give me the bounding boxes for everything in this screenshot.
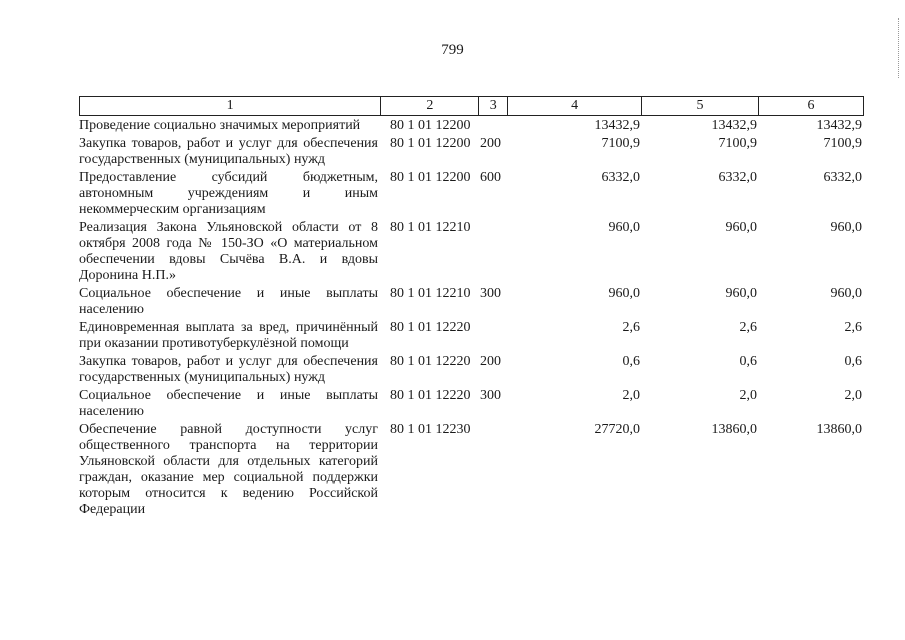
header-col-1: 1 bbox=[80, 97, 381, 115]
row-value-6: 2,0 bbox=[844, 388, 862, 403]
row-value-5: 960,0 bbox=[725, 286, 757, 301]
row-type: 200 bbox=[480, 354, 501, 369]
row-code: 80 1 01 12200 bbox=[390, 118, 471, 133]
table-row bbox=[79, 220, 864, 284]
row-code: 80 1 01 12220 bbox=[390, 354, 471, 369]
row-name: Закупка товаров, работ и услуг для обеспечения государственных (муниципальных) нужд bbox=[79, 136, 378, 167]
row-name: Реализация Закона Ульяновской области от 8 октября 2008 года № 150-ЗО «О материальном обеспечении вдовы Сычёва В.А. и вдовы Доронина Н.П.» bbox=[79, 220, 378, 283]
row-value-4: 13432,9 bbox=[594, 118, 640, 133]
row-type: 300 bbox=[480, 388, 501, 403]
header-col-2: 2 bbox=[381, 97, 479, 115]
row-value-5: 7100,9 bbox=[718, 136, 757, 151]
row-value-5: 6332,0 bbox=[718, 170, 757, 185]
row-code: 80 1 01 12210 bbox=[390, 220, 471, 235]
budget-table bbox=[79, 96, 864, 520]
row-value-6: 7100,9 bbox=[823, 136, 862, 151]
row-value-6: 13860,0 bbox=[816, 422, 862, 437]
table-row bbox=[79, 136, 864, 168]
row-name: Обеспечение равной доступности услуг общественного транспорта на территории Ульяновской области для отдельных категорий граждан, оказание мер социальной поддержки которым относится к ведению Российской Федерации bbox=[79, 422, 378, 517]
row-name: Социальное обеспечение и иные выплаты населению bbox=[79, 286, 378, 317]
table-row bbox=[79, 118, 864, 134]
row-name: Проведение социально значимых мероприятий bbox=[79, 118, 361, 133]
row-type: 200 bbox=[480, 136, 501, 151]
row-value-6: 960,0 bbox=[830, 286, 862, 301]
row-value-6: 13432,9 bbox=[816, 118, 862, 133]
table-header-row bbox=[79, 96, 864, 116]
row-value-4: 6332,0 bbox=[601, 170, 640, 185]
row-value-5: 0,6 bbox=[739, 354, 757, 369]
row-code: 80 1 01 12230 bbox=[390, 422, 471, 437]
row-name: Закупка товаров, работ и услуг для обеспечения государственных (муниципальных) нужд bbox=[79, 354, 378, 385]
row-value-6: 2,6 bbox=[844, 320, 862, 335]
row-name: Единовременная выплата за вред, причинённый при оказании противотуберкулёзной помощи bbox=[79, 320, 378, 351]
row-value-6: 6332,0 bbox=[823, 170, 862, 185]
row-value-4: 2,0 bbox=[622, 388, 640, 403]
row-value-5: 13432,9 bbox=[711, 118, 757, 133]
row-code: 80 1 01 12220 bbox=[390, 388, 471, 403]
row-value-4: 27720,0 bbox=[594, 422, 640, 437]
row-type: 600 bbox=[480, 170, 501, 185]
table-row bbox=[79, 422, 864, 518]
table-row bbox=[79, 388, 864, 420]
row-value-6: 960,0 bbox=[830, 220, 862, 235]
row-value-5: 2,6 bbox=[739, 320, 757, 335]
row-value-5: 960,0 bbox=[725, 220, 757, 235]
table-row bbox=[79, 320, 864, 352]
row-name: Предоставление субсидий бюджетным, автономным учреждениям и иным некоммерческим организациям bbox=[79, 170, 378, 217]
row-type: 300 bbox=[480, 286, 501, 301]
row-code: 80 1 01 12210 bbox=[390, 286, 471, 301]
row-value-4: 7100,9 bbox=[601, 136, 640, 151]
row-value-5: 2,0 bbox=[739, 388, 757, 403]
row-value-4: 960,0 bbox=[608, 220, 640, 235]
row-value-4: 0,6 bbox=[622, 354, 640, 369]
table-row bbox=[79, 286, 864, 318]
table-row bbox=[79, 170, 864, 218]
header-col-3: 3 bbox=[479, 97, 508, 115]
row-type bbox=[480, 220, 508, 284]
page-number: 799 bbox=[441, 42, 464, 58]
row-type bbox=[480, 320, 508, 352]
row-value-4: 960,0 bbox=[608, 286, 640, 301]
row-code: 80 1 01 12200 bbox=[390, 136, 471, 151]
table-row bbox=[79, 354, 864, 386]
row-value-4: 2,6 bbox=[622, 320, 640, 335]
row-value-6: 0,6 bbox=[844, 354, 862, 369]
row-code: 80 1 01 12200 bbox=[390, 170, 471, 185]
row-type bbox=[480, 422, 508, 518]
row-code: 80 1 01 12220 bbox=[390, 320, 471, 335]
header-col-6: 6 bbox=[759, 97, 864, 115]
header-col-4: 4 bbox=[508, 97, 642, 115]
row-name: Социальное обеспечение и иные выплаты населению bbox=[79, 388, 378, 419]
row-type bbox=[480, 118, 508, 134]
row-value-5: 13860,0 bbox=[711, 422, 757, 437]
header-col-5: 5 bbox=[642, 97, 759, 115]
